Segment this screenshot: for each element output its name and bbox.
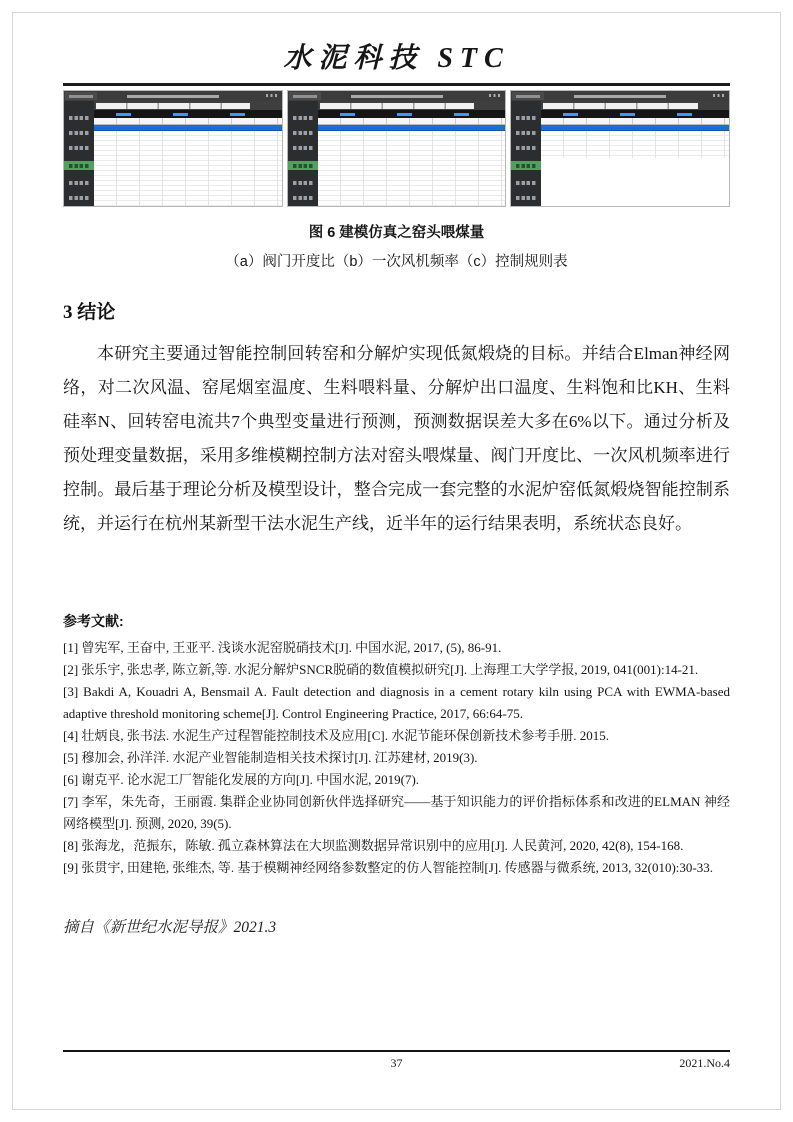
reference-item: [9] 张贯宇, 田建艳, 张维杰, 等. 基于模糊神经网络参数整定的仿人智能控制[J]. 传感器与微系统, 2013, 32(010):30-33. xyxy=(63,860,713,875)
filter-label xyxy=(563,113,578,116)
table-empty-area xyxy=(541,158,729,206)
tab-buttons xyxy=(543,103,697,109)
table-data-rows xyxy=(94,131,282,206)
figure-panel-c-control-rules xyxy=(510,90,730,207)
sidebar-item-active xyxy=(511,161,541,170)
reference-item: [2] 张乐宇, 张忠孝, 陈立新,等. 水泥分解炉SNCR脱硝的数值模拟研究[J]. 上海理工大学学报, 2019, 041(001):14-21. xyxy=(63,662,699,677)
sidebar-item-active xyxy=(64,161,94,170)
mini-window-title-text xyxy=(574,95,666,98)
sidebar-item xyxy=(69,146,89,150)
table-header-row xyxy=(541,118,729,125)
sidebar-item xyxy=(69,131,89,135)
reference-item: [6] 谢克平. 论水泥工厂智能化发展的方向[J]. 中国水泥, 2019(7). xyxy=(63,772,420,787)
mini-window-titlebar xyxy=(64,91,282,101)
filter-bar xyxy=(318,110,506,118)
reference-item: [5] 穆加会, 孙洋洋. 水泥产业智能制造相关技术探讨[J]. 江苏建材, 2019(3). xyxy=(63,750,478,765)
mini-window-titlebar xyxy=(511,91,729,101)
mini-window-sidebar xyxy=(64,101,94,206)
mini-window-main xyxy=(94,101,282,206)
reference-item: [3] Bakdi A, Kouadri A, Bensmail A. Fault detection and diagnosis in a cement rotary kiln using PCA with EWMA-based adaptive threshold monitoring scheme[J]. Control Engineering Practice, 2017, 66:64-75. xyxy=(63,684,730,721)
references-heading: 参考文献: xyxy=(63,613,124,629)
sidebar-item xyxy=(516,181,536,185)
journal-title: 水泥科技 STC xyxy=(283,43,510,74)
mini-window-body xyxy=(511,101,729,206)
reference-item: [4] 壮炳良, 张书法. 水泥生产过程智能控制技术及应用[C]. 水泥节能环保创新技术参考手册. 2015. xyxy=(63,728,609,743)
reference-item: [1] 曾宪军, 王奋中, 王亚平. 浅谈水泥窑脱硝技术[J]. 中国水泥, 2017, (5), 86-91. xyxy=(63,640,502,655)
mini-window-body xyxy=(64,101,282,206)
figure-6-screenshots xyxy=(63,90,730,207)
header-rule xyxy=(63,83,730,86)
app-logo xyxy=(65,92,97,100)
sidebar-item xyxy=(516,146,536,150)
sidebar-item xyxy=(293,196,313,200)
sidebar-item xyxy=(516,131,536,135)
sidebar-item xyxy=(69,181,89,185)
table-data-rows xyxy=(318,131,506,206)
figure-subcaption: （a）阀门开度比（b）一次风机频率（c）控制规则表 xyxy=(225,254,568,270)
sidebar-item xyxy=(516,196,536,200)
window-controls-icon xyxy=(489,94,502,97)
tab-buttons xyxy=(96,103,250,109)
window-controls-icon xyxy=(266,94,279,97)
app-logo xyxy=(289,92,321,100)
filter-bar xyxy=(94,110,282,118)
mini-window-titlebar xyxy=(288,91,506,101)
footer-rule xyxy=(63,1050,730,1052)
sidebar-item xyxy=(293,131,313,135)
sidebar-item xyxy=(69,116,89,120)
sidebar-item xyxy=(516,116,536,120)
tab-buttons xyxy=(320,103,474,109)
tab-strip xyxy=(318,101,506,110)
sidebar-item xyxy=(293,181,313,185)
filter-label xyxy=(397,113,412,116)
figure-caption: 图 6 建模仿真之窑头喂煤量 xyxy=(308,225,485,241)
filter-label xyxy=(340,113,355,116)
table-header-row xyxy=(94,118,282,125)
reference-item: [8] 张海龙，范振东，陈敏. 孤立森林算法在大坝监测数据异常识别中的应用[J]. 人民黄河, 2020, 42(8), 154-168. xyxy=(63,838,684,853)
page-number: 37 xyxy=(390,1056,403,1070)
mini-window-main xyxy=(541,101,729,206)
sidebar-item xyxy=(293,146,313,150)
conclusion-paragraph: 本研究主要通过智能控制回转窑和分解炉实现低氮煅烧的目标。并结合Elman神经网络，对二次风温、窑尾烟室温度、生料喂料量、分解炉出口温度、生料饱和比KH、生料硅率N、回转窑电流共7个典型变量进行预测，预测数据误差大多在6%以下。通过分析及预处理变量数据，采用多维模糊控制方法对窑头喂煤量、阀门开度比、一次风机频率进行控制。最后基于理论分析及模型设计，整合完成一套完整的水泥炉窑低氮煅烧智能控制系统，并运行在杭州某新型干法水泥生产线，近半年的运行结果表明，系统状态良好。 xyxy=(63,344,730,533)
sidebar-item xyxy=(293,116,313,120)
section-heading-conclusion: 3 结论 xyxy=(63,302,116,323)
mini-window-sidebar xyxy=(511,101,541,206)
window-controls-icon xyxy=(713,94,726,97)
mini-window-body xyxy=(288,101,506,206)
filter-label xyxy=(173,113,188,116)
filter-label xyxy=(230,113,245,116)
mini-window-title-text xyxy=(351,95,443,98)
source-note: 摘自《新世纪水泥导报》2021.3 xyxy=(63,919,277,936)
filter-label xyxy=(116,113,131,116)
table-data-rows xyxy=(541,131,729,158)
filter-label xyxy=(454,113,469,116)
sidebar-item xyxy=(69,196,89,200)
references-list xyxy=(63,637,730,879)
table-header-row xyxy=(318,118,506,125)
figure-panel-b-fan-frequency xyxy=(287,90,507,207)
tab-strip xyxy=(94,101,282,110)
app-logo xyxy=(512,92,544,100)
figure-panel-a-valve-opening xyxy=(63,90,283,207)
filter-label xyxy=(677,113,692,116)
mini-window-sidebar xyxy=(288,101,318,206)
mini-window-title-text xyxy=(127,95,219,98)
tab-strip xyxy=(541,101,729,110)
reference-item: [7] 李军，朱先奇，王丽霞. 集群企业协同创新伙伴选择研究——基于知识能力的评价指标体系和改进的ELMAN 神经网络模型[J]. 预测, 2020, 39(5). xyxy=(63,794,730,831)
filter-bar xyxy=(541,110,729,118)
filter-label xyxy=(620,113,635,116)
sidebar-item-active xyxy=(288,161,318,170)
issue-number: 2021.No.4 xyxy=(679,1056,730,1070)
mini-window-main xyxy=(318,101,506,206)
